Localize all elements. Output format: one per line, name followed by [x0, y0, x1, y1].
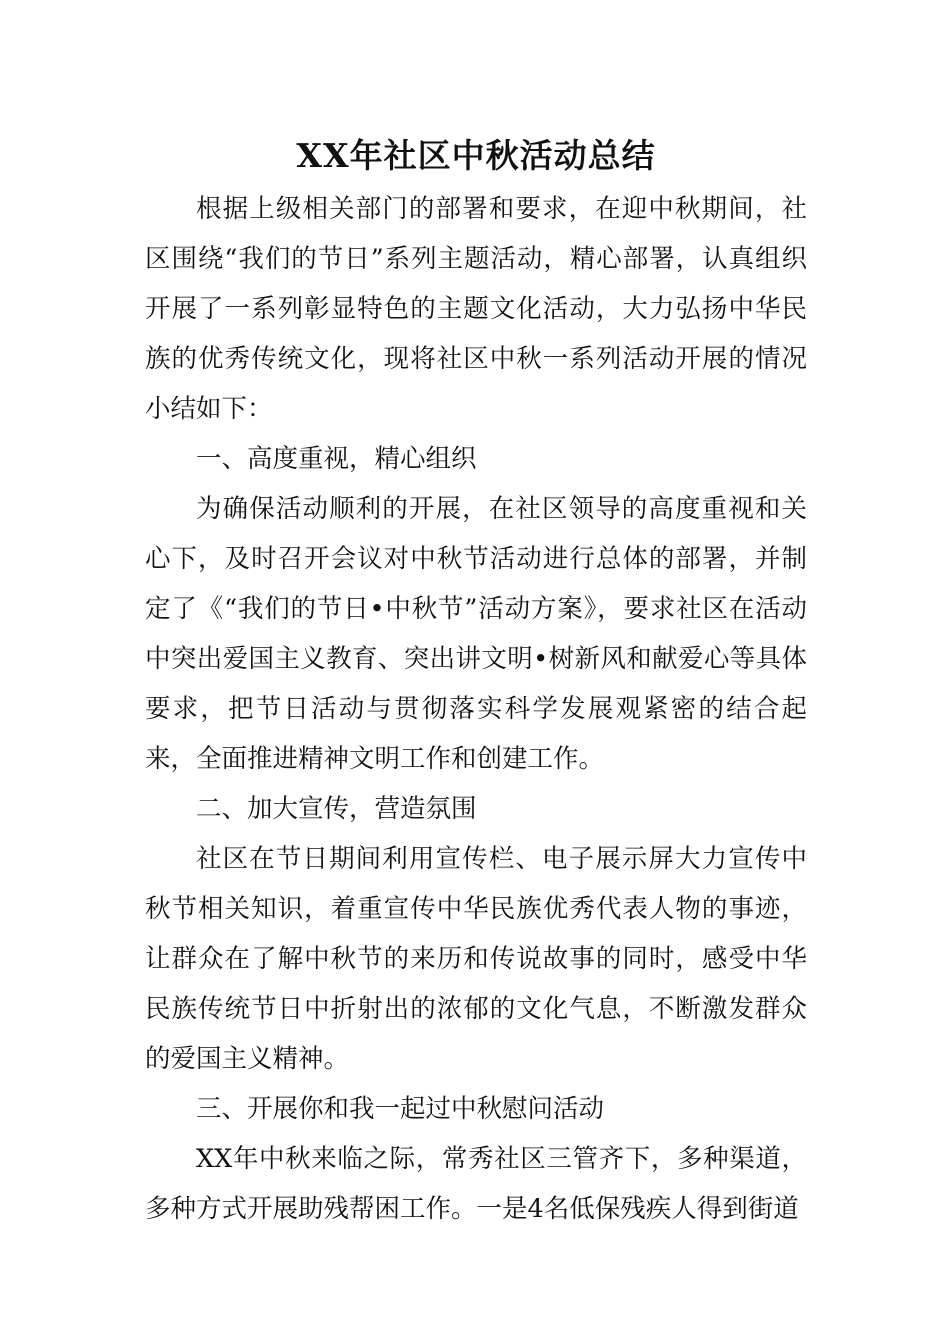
document-title: XX年社区中秋活动总结 [296, 136, 656, 175]
intro-paragraph: 根据上级相关部门的部署和要求，在迎中秋期间，社区围绕“我们的节日”系列主题活动，精心部署，认真组织开展了一系列彰显特色的主题文化活动，大力弘扬中华民族的优秀传统文化，现将社区中秋一系列活动开展的情况小结如下： [145, 194, 807, 424]
section-heading-3: 三、开展你和我一起过中秋慰问活动 [196, 1094, 605, 1124]
section-body-1: 为确保活动顺利的开展，在社区领导的高度重视和关心下，及时召开会议对中秋节活动进行总体的部署，并制定了《“我们的节日•中秋节”活动方案》，要求社区在活动中突出爱国主义教育、突出讲文明•树新风和献爱心等具体要求，把节日活动与贯彻落实科学发展观紧密的结合起来，全面推进精神文明工作和创建工作。 [145, 494, 807, 774]
section-body-2: 社区在节日期间利用宣传栏、电子展示屏大力宣传中秋节相关知识，着重宣传中华民族优秀代表人物的事迹，让群众在了解中秋节的来历和传说故事的同时，感受中华民族传统节日中折射出的浓郁的文化气息，不断激发群众的爱国主义精神。 [145, 844, 807, 1074]
section-heading-2: 二、加大宣传，营造氛围 [196, 794, 477, 824]
document-page [145, 128, 807, 1234]
section-body-3: XX年中秋来临之际，常秀社区三管齐下，多种渠道，多种方式开展助残帮困工作。一是4名低保残疾人得到街道 [145, 1144, 807, 1224]
section-heading-1: 一、高度重视，精心组织 [196, 444, 477, 474]
